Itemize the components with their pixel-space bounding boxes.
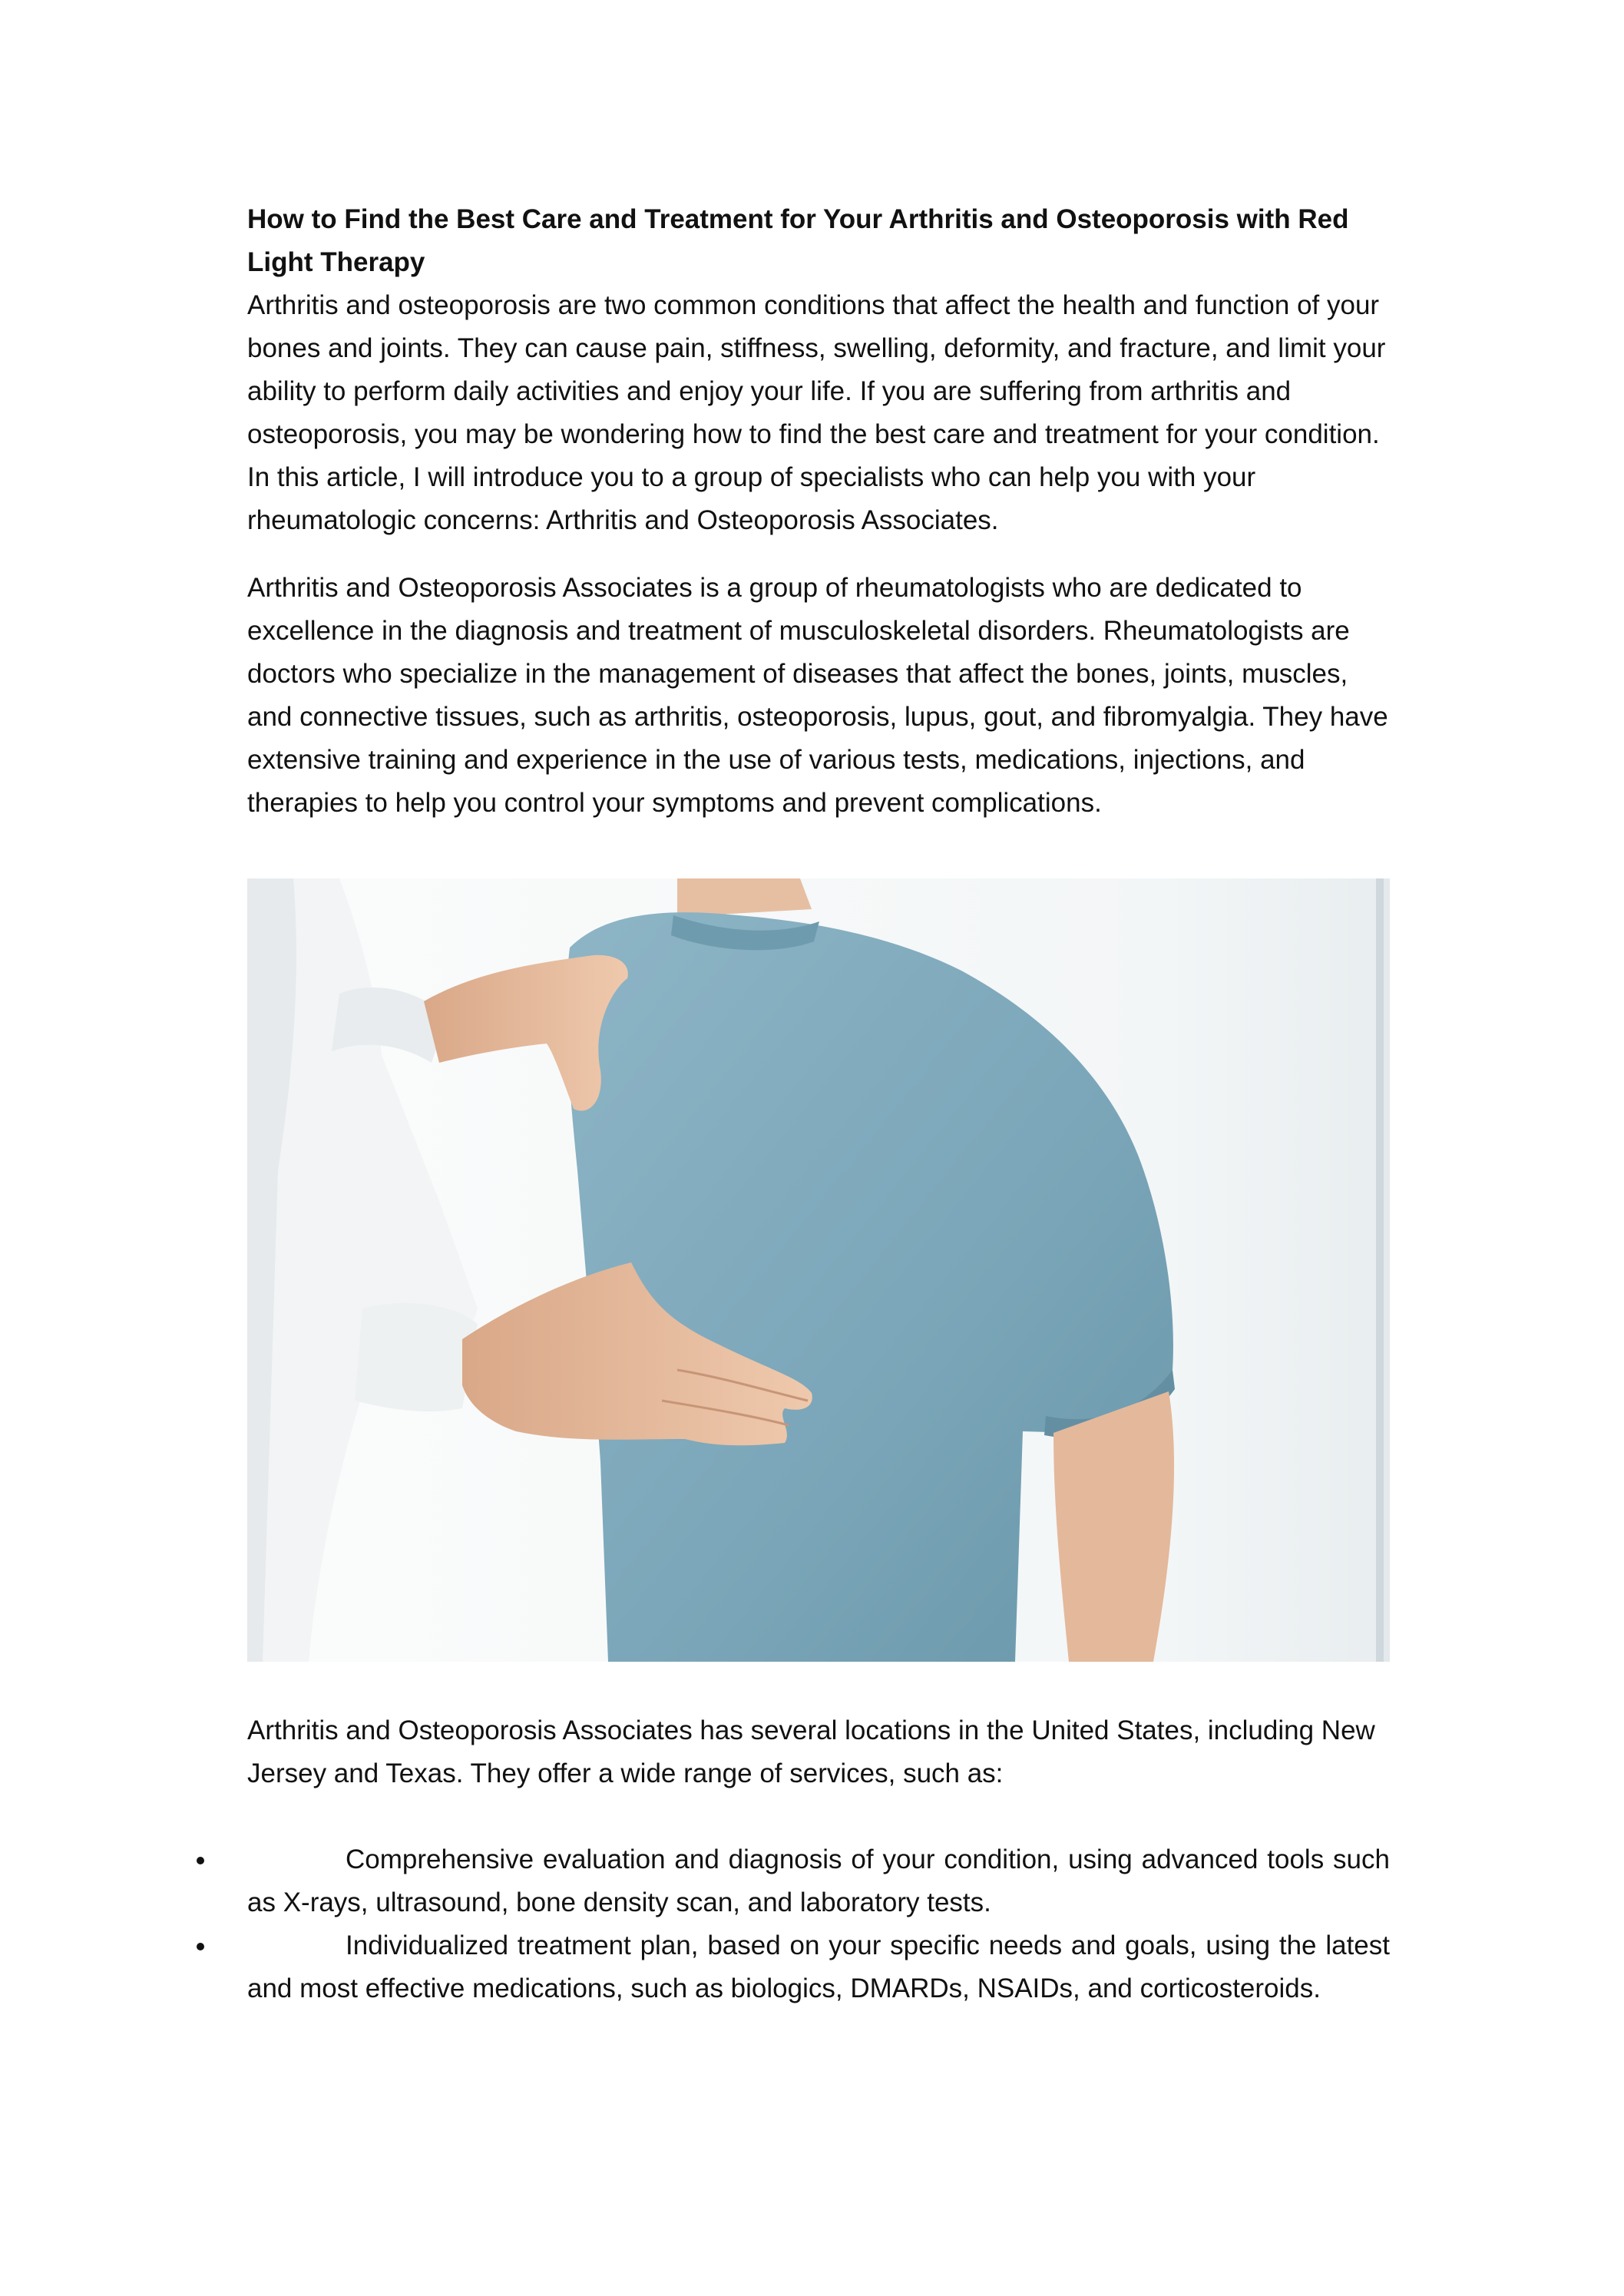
article-body (247, 198, 1390, 2010)
list-item (247, 1838, 1390, 1924)
bullet-icon (197, 1943, 204, 1950)
list-item-text: Comprehensive evaluation and diagnosis of your condition, using advanced tools such as X-rays, ultrasound, bone density scan, and laboratory tests. (247, 1844, 1390, 1917)
locations-paragraph: Arthritis and Osteoporosis Associates has several locations in the United States, including New Jersey and Texas. They offer a wide range of services, such as: (247, 1715, 1375, 1788)
intro-paragraph: Arthritis and osteoporosis are two common conditions that affect the health and function of your bones and joints. They can cause pain, stiffness, swelling, deformity, and fracture, and limit your ability to perform daily activities and enjoy your life. If you are suffering from arthritis and osteoporosis, you may be wondering how to find the best care and treatment for your condition. In this article, I will introduce you to a group of specialists who can help you with your rheumatologic concerns: Arthritis and Osteoporosis Associates. (247, 290, 1386, 535)
list-item-text: Individualized treatment plan, based on your specific needs and goals, using the latest and most effective medications, such as biologics, DMARDs, NSAIDs, and corticosteroids. (247, 1930, 1390, 2003)
article-photo (247, 878, 1390, 1662)
article-title: How to Find the Best Care and Treatment for Your Arthritis and Osteoporosis with Red Light Therapy (247, 204, 1349, 277)
bullet-icon (197, 1857, 204, 1864)
list-item (247, 1924, 1390, 2010)
doctor-examining-back-illustration (247, 878, 1390, 1662)
about-paragraph: Arthritis and Osteoporosis Associates is a group of rheumatologists who are dedicated to excellence in the diagnosis and treatment of musculoskeletal disorders. Rheumatologists are doctors who specialize in the management of diseases that affect the bones, joints, muscles, and connective tissues, such as arthritis, osteoporosis, lupus, gout, and fibromyalgia. They have extensive training and experience in the use of various tests, medications, injections, and therapies to help you control your symptoms and prevent complications. (247, 573, 1388, 818)
services-list (247, 1838, 1390, 2010)
